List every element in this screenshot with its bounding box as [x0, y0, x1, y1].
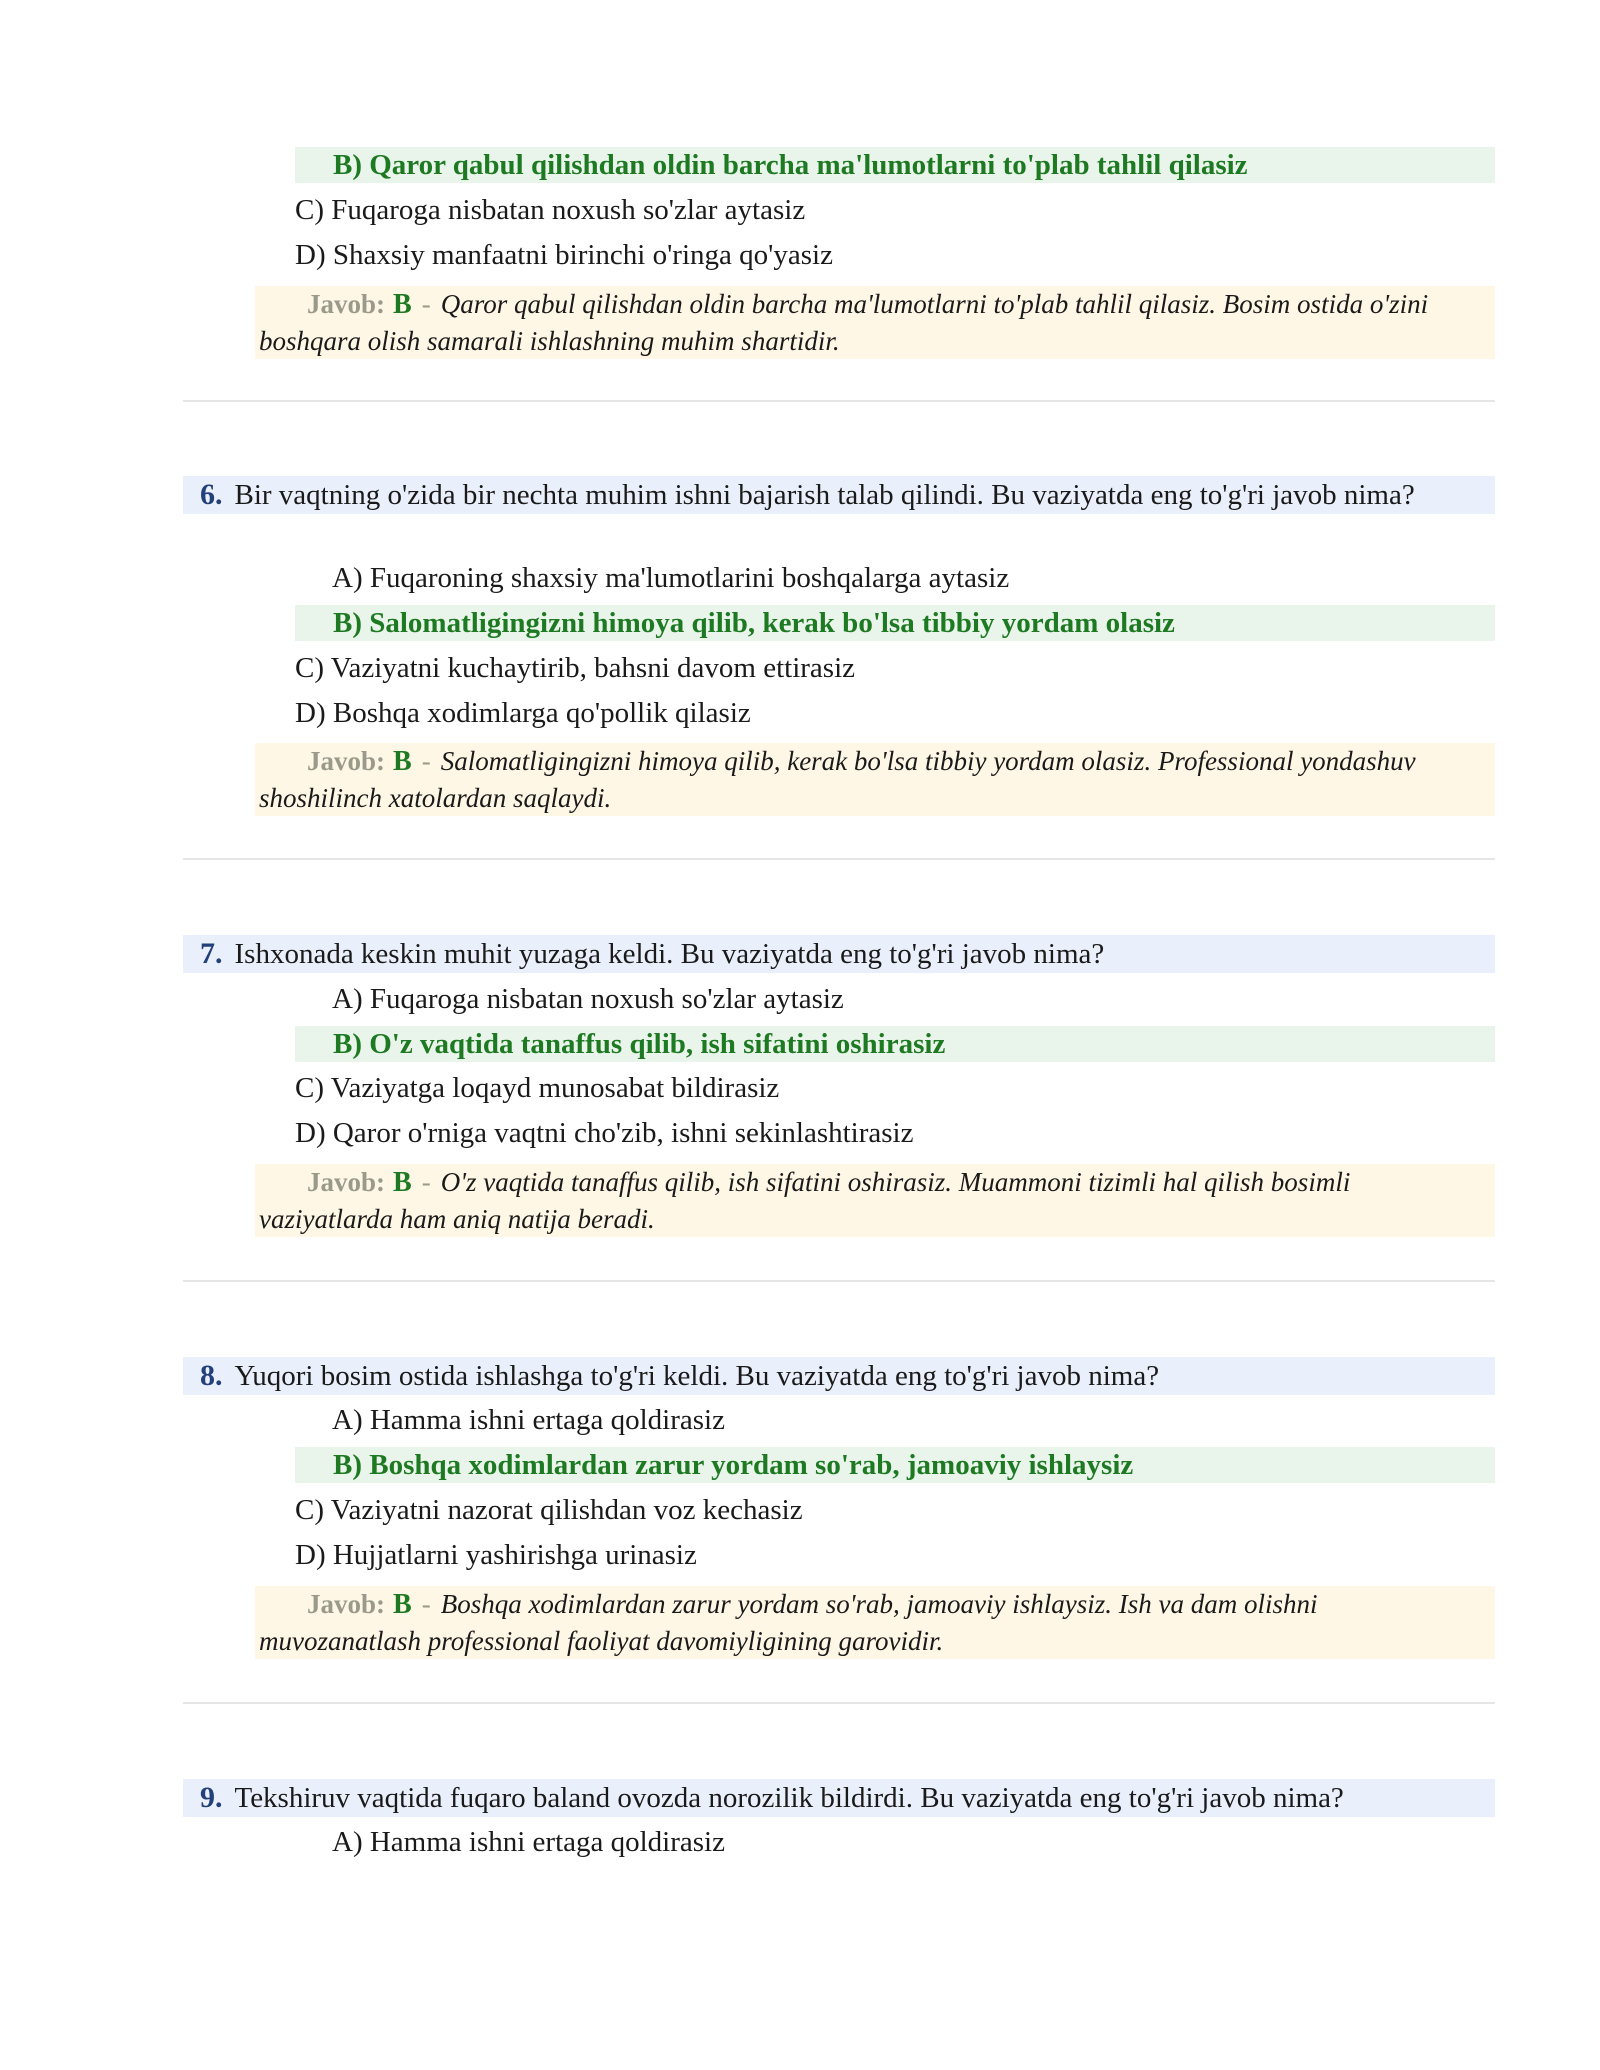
question-number: 6. [200, 478, 223, 511]
answer-letter: B [393, 746, 412, 777]
answer-label: Javob: [307, 289, 386, 319]
question-text: Bir vaqtning o'zida bir nechta muhim ishni bajarish talab qilindi. Bu vaziyatda eng to'g'ri javob nima? [234, 479, 1415, 511]
q5-option-b-correct: B) Qaror qabul qilishdan oldin barcha ma'lumotlarni to'plab tahlil qilasiz [295, 147, 1495, 183]
section-divider [183, 1280, 1495, 1282]
section-divider [183, 858, 1495, 860]
question-number: 9. [200, 1781, 223, 1814]
answer-letter: B [393, 1167, 412, 1198]
section-divider [183, 400, 1495, 402]
answer-explanation: Salomatligingizni himoya qilib, kerak bo'lsa tibbiy yordam olasiz. Professional yondashuv shoshilinch xatolardan saqlaydi. [259, 746, 1416, 813]
q6-option-c: C) Vaziyatni kuchaytirib, bahsni davom ettirasiz [295, 652, 855, 684]
q7-option-d: D) Qaror o'rniga vaqtni cho'zib, ishni sekinlashtirasiz [295, 1117, 914, 1149]
answer-dash: - [421, 289, 431, 319]
q8-option-a: A) Hamma ishni ertaga qoldirasiz [332, 1404, 725, 1436]
q5-option-c: C) Fuqaroga nisbatan noxush so'zlar aytasiz [295, 194, 806, 226]
section-divider [183, 1702, 1495, 1704]
question-text: Ishxonada keskin muhit yuzaga keldi. Bu vaziyatda eng to'g'ri javob nima? [234, 938, 1105, 970]
q8-option-c: C) Vaziyatni nazorat qilishdan voz kechasiz [295, 1494, 803, 1526]
question-text: Tekshiruv vaqtida fuqaro baland ovozda norozilik bildirdi. Bu vaziyatda eng to'g'ri javob nima? [234, 1782, 1344, 1814]
q6-option-a: A) Fuqaroning shaxsiy ma'lumotlarini boshqalarga aytasiz [332, 562, 1010, 594]
answer-dash: - [421, 746, 431, 776]
q6-option-b-correct: B) Salomatligingizni himoya qilib, kerak bo'lsa tibbiy yordam olasiz [295, 605, 1495, 641]
answer-letter: B [393, 1589, 412, 1620]
answer-letter: B [393, 289, 412, 320]
q7-option-b-correct: B) O'z vaqtida tanaffus qilib, ish sifatini oshirasiz [295, 1026, 1495, 1062]
question-number: 7. [200, 937, 223, 970]
q5-answer-box [255, 286, 1495, 359]
q8-answer-box [255, 1586, 1495, 1659]
answer-dash: - [421, 1589, 431, 1619]
question-7 [183, 935, 1495, 973]
question-number: 8. [200, 1359, 223, 1392]
q9-option-a: A) Hamma ishni ertaga qoldirasiz [332, 1826, 725, 1858]
q8-option-d: D) Hujjatlarni yashirishga urinasiz [295, 1539, 697, 1571]
question-text: Yuqori bosim ostida ishlashga to'g'ri keldi. Bu vaziyatda eng to'g'ri javob nima? [234, 1360, 1160, 1392]
answer-explanation: O'z vaqtida tanaffus qilib, ish sifatini oshirasiz. Muammoni tizimli hal qilish bosimli vaziyatlarda ham aniq natija beradi. [259, 1167, 1351, 1234]
q7-option-c: C) Vaziyatga loqayd munosabat bildirasiz [295, 1072, 780, 1104]
answer-dash: - [421, 1167, 431, 1197]
answer-label: Javob: [307, 1167, 386, 1197]
q6-answer-box [255, 743, 1495, 816]
q7-answer-box [255, 1164, 1495, 1237]
q8-option-b-correct: B) Boshqa xodimlardan zarur yordam so'rab, jamoaviy ishlaysiz [295, 1447, 1495, 1483]
q6-option-d: D) Boshqa xodimlarga qo'pollik qilasiz [295, 697, 751, 729]
question-6 [183, 476, 1495, 514]
answer-explanation: Qaror qabul qilishdan oldin barcha ma'lumotlarni to'plab tahlil qilasiz. Bosim ostida o'zini boshqara olish samarali ishlashning muhim shartidir. [259, 289, 1429, 356]
answer-label: Javob: [307, 1589, 386, 1619]
question-8 [183, 1357, 1495, 1395]
answer-label: Javob: [307, 746, 386, 776]
q7-option-a: A) Fuqaroga nisbatan noxush so'zlar aytasiz [332, 983, 844, 1015]
answer-explanation: Boshqa xodimlardan zarur yordam so'rab, jamoaviy ishlaysiz. Ish va dam olishni muvozanatlash professional faoliyat davomiyligining garovidir. [259, 1589, 1318, 1656]
q5-option-d: D) Shaxsiy manfaatni birinchi o'ringa qo'yasiz [295, 239, 833, 271]
question-9 [183, 1779, 1495, 1817]
